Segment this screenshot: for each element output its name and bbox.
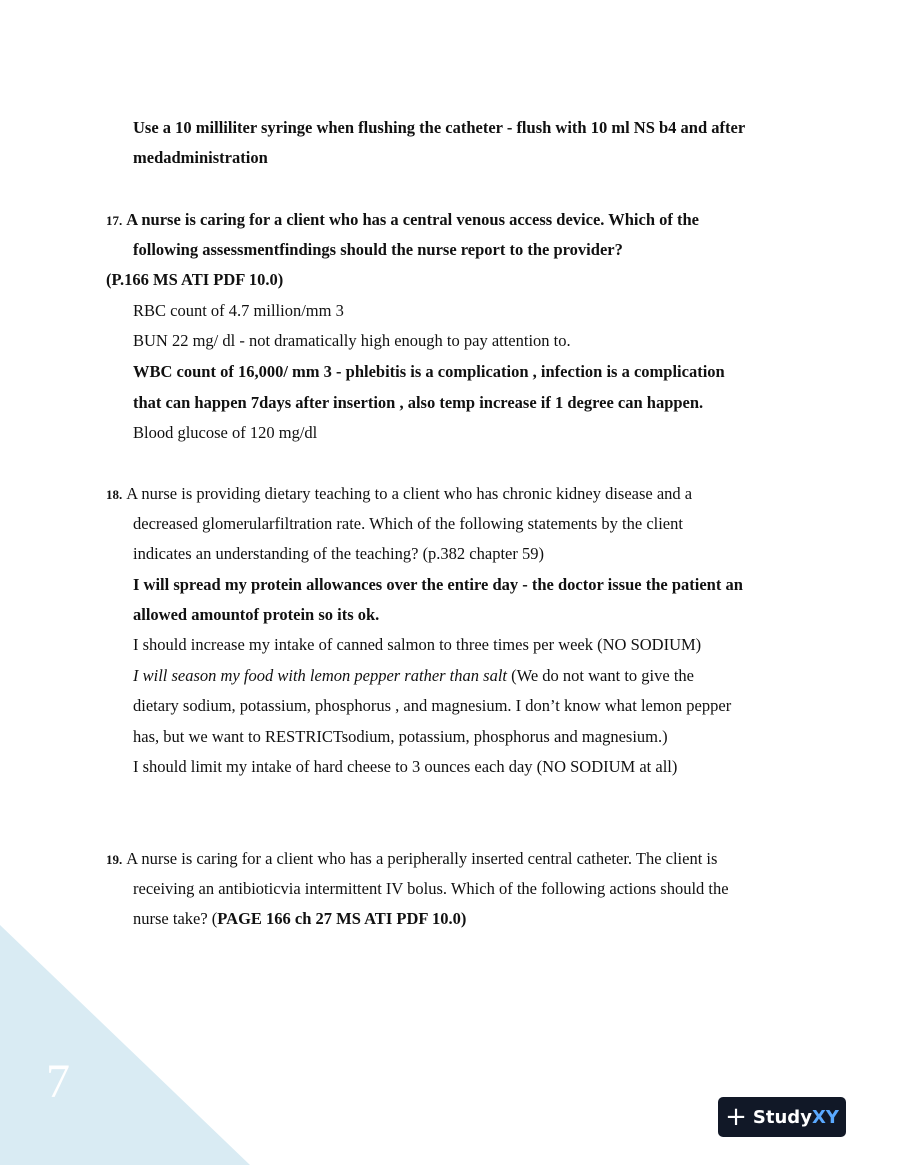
q17-option-3-line-2: that can happen 7days after insertion , also temp increase if 1 degree can happen. (133, 393, 704, 412)
q17-option-3-line-1: WBC count of 16,000/ mm 3 - phlebitis is a complication , infection is a complication (133, 362, 725, 381)
q18-stem-line-3: indicates an understanding of the teaching? (p.382 chapter 59) (133, 544, 544, 563)
brand-name: Study (752, 1106, 812, 1128)
q17-number: 17. (106, 213, 123, 228)
page-number: 7 (46, 1055, 70, 1108)
q18-option-4: I should limit my intake of hard cheese to 3 ounces each day (NO SODIUM at all) (133, 757, 678, 776)
q17-option-1: RBC count of 4.7 million/mm 3 (133, 301, 344, 320)
q18-option-3-line-1 (133, 666, 694, 686)
q18-stem-text: A nurse is providing dietary teaching to a client who has chronic kidney disease and a (126, 484, 693, 503)
q18-option-2: I should increase my intake of canned salmon to three times per week (NO SODIUM) (133, 635, 702, 654)
corner-decoration (0, 925, 250, 1165)
q19-stem-line-1 (106, 849, 717, 870)
q17-stem-line-2: following assessmentfindings should the nurse report to the provider? (133, 240, 623, 259)
q19-stem-line-2: receiving an antibioticvia intermittent IV bolus. Which of the following actions should the (133, 879, 729, 898)
q18-stem-line-2: decreased glomerularfiltration rate. Which of the following statements by the client (133, 514, 683, 533)
q18-option-3-line-2: dietary sodium, potassium, phosphorus , and magnesium. I don’t know what lemon pepper (133, 696, 732, 715)
q18-number: 18. (106, 487, 123, 502)
q19-stem-line-3 (133, 909, 466, 929)
q17-stem-text: A nurse is caring for a client who has a central venous access device. Which of the (126, 210, 699, 229)
q17-option-4: Blood glucose of 120 mg/dl (133, 423, 318, 442)
q18-option-3-line-3: has, but we want to RESTRICTsodium, potassium, phosphorus and magnesium.) (133, 727, 668, 746)
intro-line-1: Use a 10 milliliter syringe when flushing the catheter - flush with 10 ml NS b4 and after (133, 118, 746, 137)
q17-stem-line-1 (106, 210, 699, 231)
q17-option-2: BUN 22 mg/ dl - not dramatically high enough to pay attention to. (133, 331, 571, 350)
q19-number: 19. (106, 852, 123, 867)
q18-option-3-note: (We do not want to give the (506, 666, 694, 685)
q18-stem-line-1 (106, 484, 692, 505)
q19-stem-plain: nurse take? ( (133, 909, 218, 928)
q18-option-1-line-2: allowed amountof protein so its ok. (133, 605, 380, 624)
q17-reference: (P.166 MS ATI PDF 10.0) (106, 270, 284, 289)
q19-stem-text: A nurse is caring for a client who has a peripherally inserted central catheter. The client is (126, 849, 718, 868)
plus-icon: + (725, 1102, 747, 1132)
q19-reference: PAGE 166 ch 27 MS ATI PDF 10.0) (217, 909, 467, 928)
q18-option-3-italic: I will season my food with lemon pepper rather than salt (133, 666, 507, 685)
brand-accent: XY (811, 1106, 839, 1128)
studyxy-logo[interactable] (718, 1097, 846, 1137)
q18-option-1-line-1: I will spread my protein allowances over the entire day - the doctor issue the patient an (133, 575, 743, 594)
intro-line-2: medadministration (133, 148, 268, 167)
